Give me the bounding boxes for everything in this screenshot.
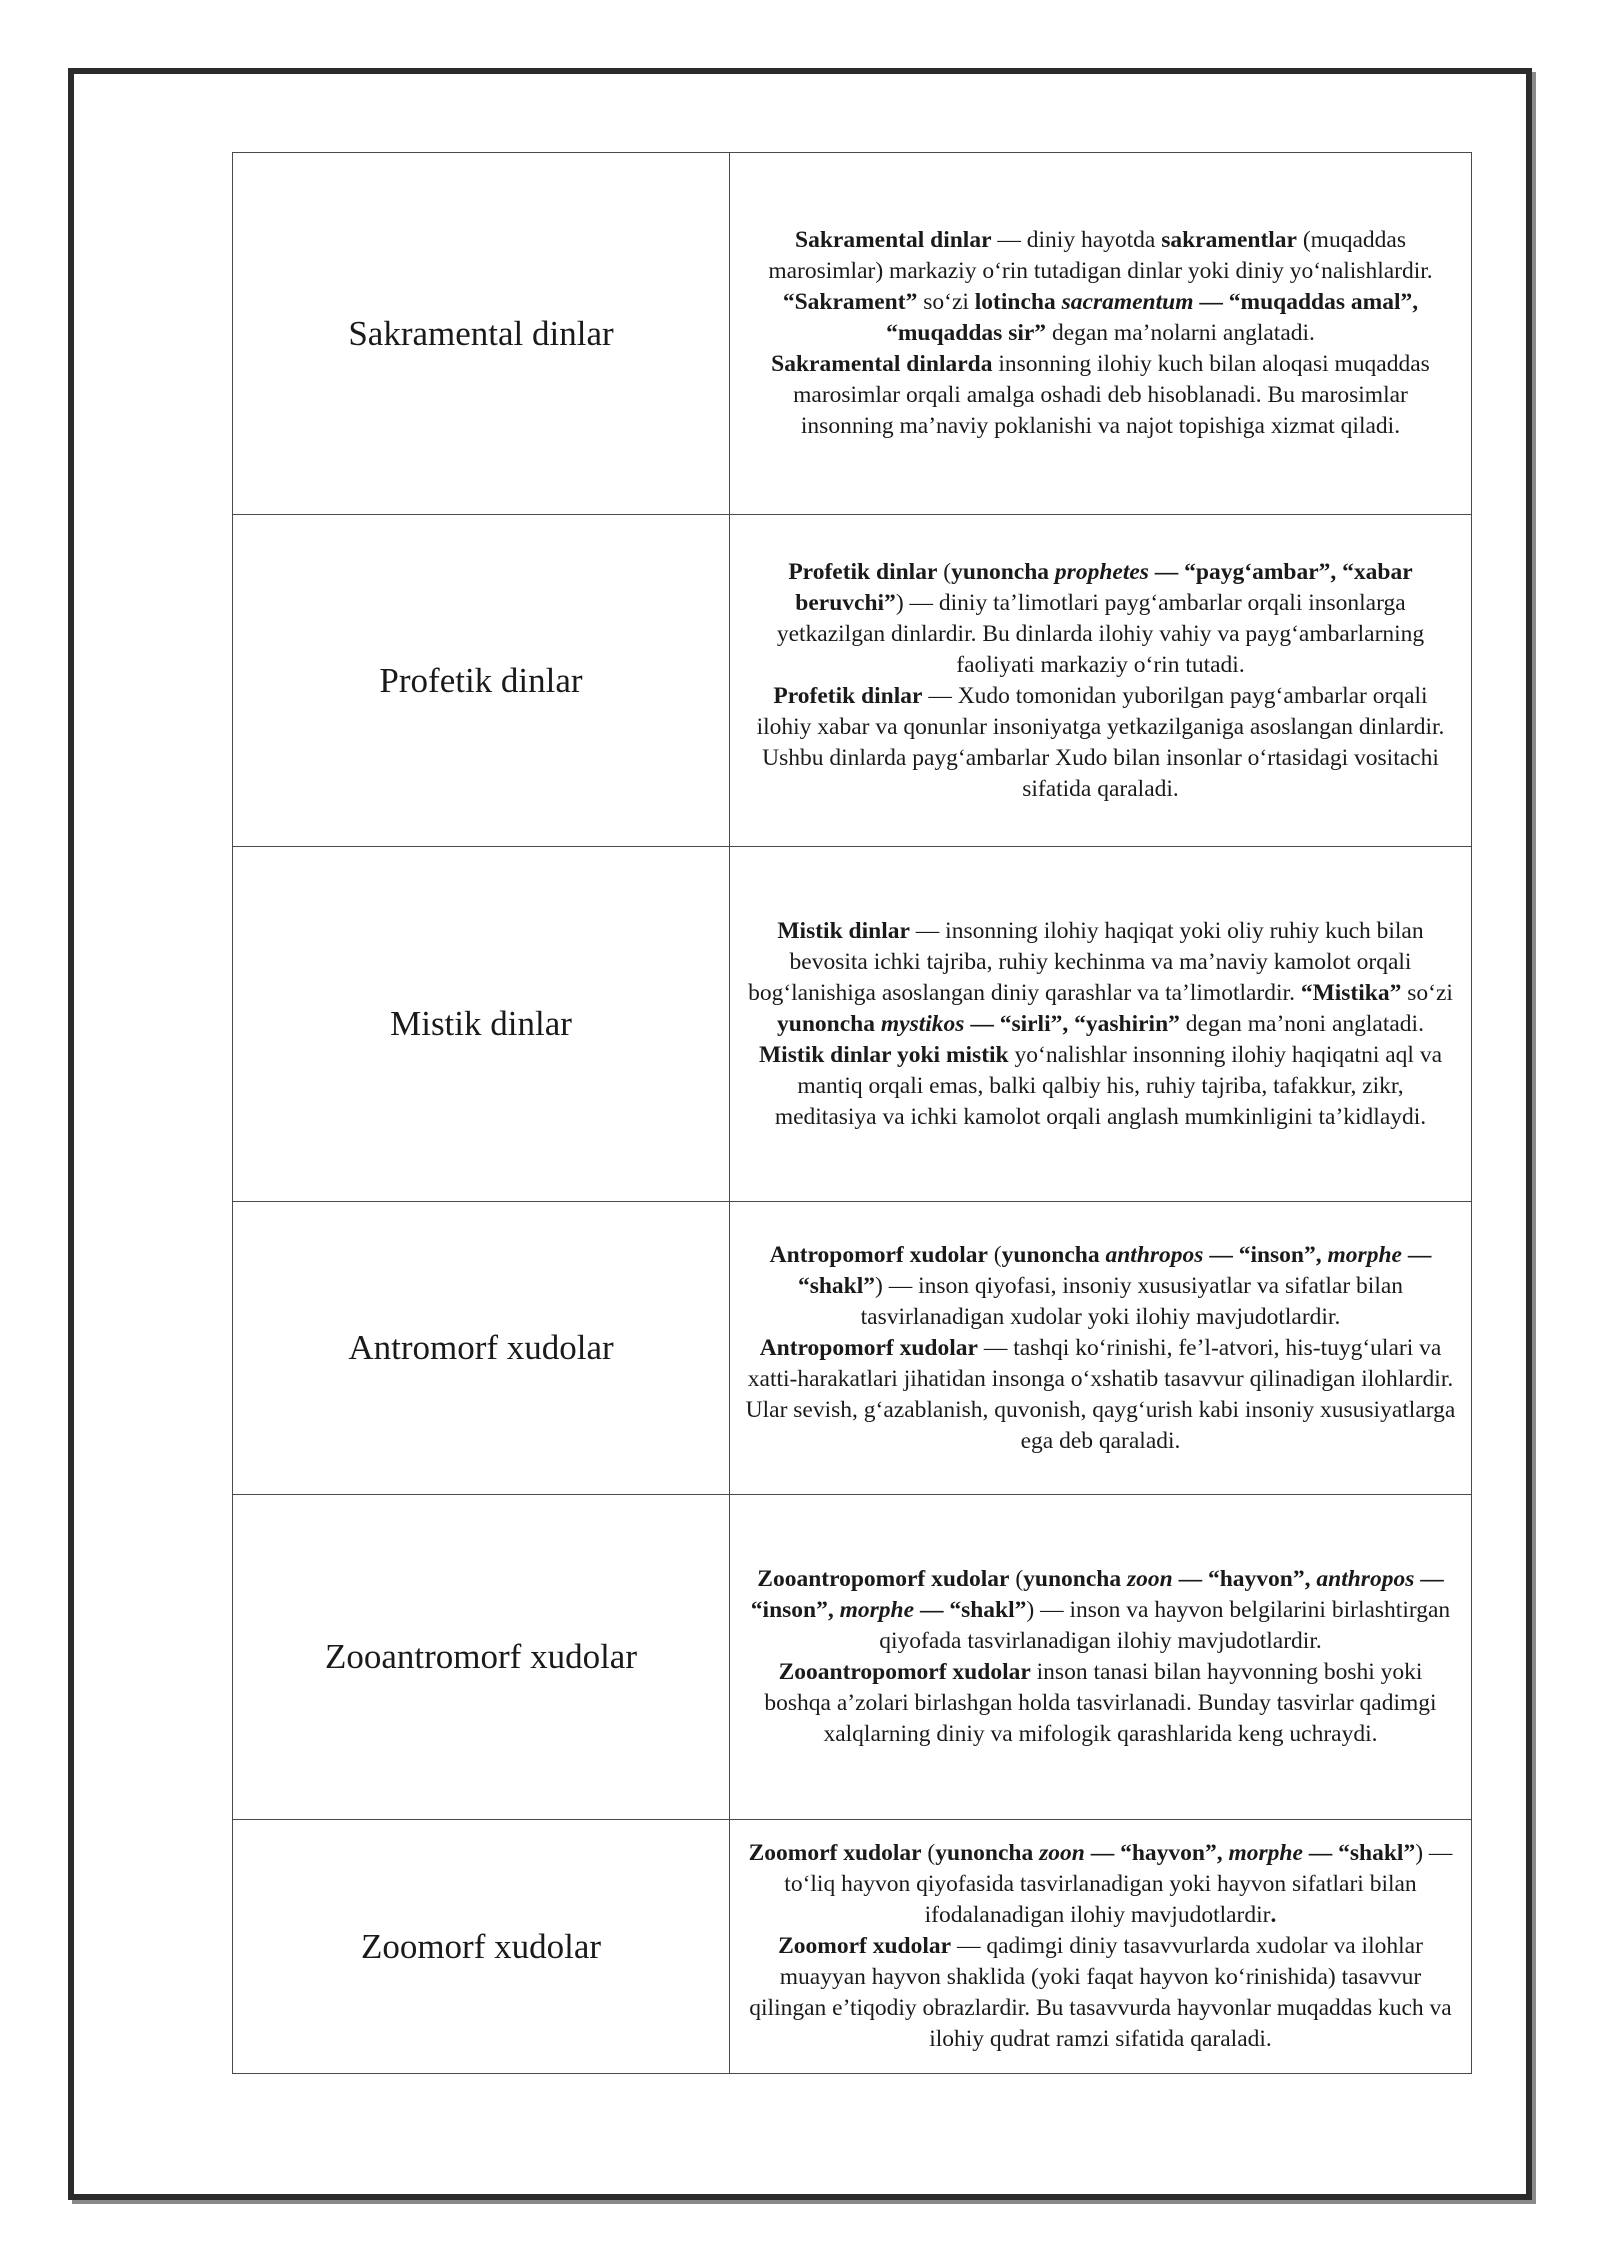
table-row [233, 847, 1472, 1202]
table-row [233, 1202, 1472, 1495]
definition-cell [730, 153, 1472, 515]
definition-paragraph-1: Antropomorf xudolar (yunoncha anthropos — “inson”, morphe — “shakl”) — inson qiyofasi, insoniy xususiyatlar va sifatlar bilan tasvirlanadigan xudolar yoki ilohiy mavjudotlardir. [769, 1241, 1432, 1330]
definition-paragraph-2: Profetik dinlar — Xudo tomonidan yuborilgan payg‘ambarlar orqali ilohiy xabar va qonunlar insoniyatga yetkazilganiga asoslangan dinlardir. Ushbu dinlarda payg‘ambarlar Xudo bilan insonlar o‘rtasidagi vositachi sifatida qaraladi. [756, 682, 1445, 802]
glossary-body [233, 153, 1472, 2074]
term-cell [233, 847, 730, 1202]
glossary-table [232, 152, 1472, 2074]
term-label: Zooantromorf xudolar [325, 1637, 637, 1676]
table-row [233, 1495, 1472, 1820]
definition-paragraph-1: Mistik dinlar — insonning ilohiy haqiqat yoki oliy ruhiy kuch bilan bevosita ichki tajriba, ruhiy kechinma va ma’naviy kamolot orqali bog‘lanishiga asoslangan diniy qarashlar va ta’limotlardir. “Mistika” so‘zi yunoncha mystikos — “sirli”, “yashirin” degan ma’noni anglatadi. [748, 917, 1453, 1037]
term-cell [233, 1202, 730, 1495]
term-cell [233, 1495, 730, 1820]
term-cell [233, 153, 730, 515]
definition-cell [730, 1820, 1472, 2074]
definition-paragraph-2: Zoomorf xudolar — qadimgi diniy tasavvurlarda xudolar va ilohlar muayyan hayvon shaklida (yoki faqat hayvon ko‘rinishida) tasavvur qilingan e’tiqodiy obrazlardir. Bu tasavvurda hayvonlar muqaddas kuch va ilohiy qudrat ramzi sifatida qaraladi. [749, 1933, 1452, 2052]
table-row [233, 515, 1472, 847]
definition-paragraph-2: Mistik dinlar yoki mistik yo‘nalishlar insonning ilohiy haqiqatni aql va mantiq orqali emas, balki qalbiy his, ruhiy tajriba, tafakkur, zikr, meditasiya va ichki kamolot orqali anglash mumkinligini ta’kidlaydi. [758, 1041, 1442, 1130]
definition-cell [730, 847, 1472, 1202]
term-cell [233, 1820, 730, 2074]
definition-cell [730, 1202, 1472, 1495]
term-label: Zoomorf xudolar [360, 1926, 602, 1966]
definition-paragraph-2: Antropomorf xudolar — tashqi ko‘rinishi, fe’l-atvori, his-tuyg‘ulari va xatti-harakatlari jihatidan insonga o‘xshatib tasavvur qilinadigan ilohlardir. Ular sevish, g‘azablanish, quvonish, qayg‘urish kabi insoniy xususiyatlarga ega deb qaraladi. [745, 1334, 1456, 1454]
definition-paragraph-1: Zoomorf xudolar (yunoncha zoon — “hayvon”, morphe — “shakl”) — to‘liq hayvon qiyofasida tasvirlanadigan yoki hayvon sifatlari bilan ifodalanadigan ilohiy mavjudotlardir. [748, 1840, 1453, 1928]
term-label: Antromorf xudolar [348, 1328, 614, 1367]
definition-paragraph-1: Zooantropomorf xudolar (yunoncha zoon — “hayvon”, anthropos — “inson”, morphe — “shakl”) — inson va hayvon belgilarini birlashtirgan qiyofada tasvirlanadigan ilohiy mavjudotlardir. [750, 1566, 1451, 1654]
definition-paragraph-1: Sakramental dinlar — diniy hayotda sakramentlar (muqaddas marosimlar) markaziy o‘rin tutadigan dinlar yoki diniy yo‘nalishlardir. “Sakrament” so‘zi lotincha sacramentum — “muqaddas amal”, “muqaddas sir” degan ma’nolarni anglatadi. [768, 227, 1433, 346]
term-label: Profetik dinlar [379, 660, 583, 700]
definition-cell [730, 515, 1472, 847]
definition-paragraph-2: Sakramental dinlarda insonning ilohiy kuch bilan aloqasi muqaddas marosimlar orqali amalga oshadi deb hisoblanadi. Bu marosimlar insonning ma’naviy poklanishi va najot topishiga xizmat qiladi. [771, 351, 1430, 439]
term-label: Mistik dinlar [390, 1004, 572, 1043]
term-cell [233, 515, 730, 847]
definition-cell [730, 1495, 1472, 1820]
definition-paragraph-2: Zooantropomorf xudolar inson tanasi bilan hayvonning boshi yoki boshqa a’zolari birlashgan holda tasvirlanadi. Bunday tasvirlar qadimgi xalqlarning diniy va mifologik qarashlarida keng uchraydi. [764, 1659, 1437, 1747]
table-row [233, 153, 1472, 515]
definition-paragraph-1: Profetik dinlar (yunoncha prophetes — “payg‘ambar”, “xabar beruvchi”) — diniy ta’limotlari payg‘ambarlar orqali insonlarga yetkazilgan dinlardir. Bu dinlarda ilohiy vahiy va payg‘ambarlarning faoliyati markaziy o‘rin tutadi. [776, 558, 1425, 678]
term-label: Sakramental dinlar [348, 313, 614, 353]
table-row [233, 1820, 1472, 2074]
